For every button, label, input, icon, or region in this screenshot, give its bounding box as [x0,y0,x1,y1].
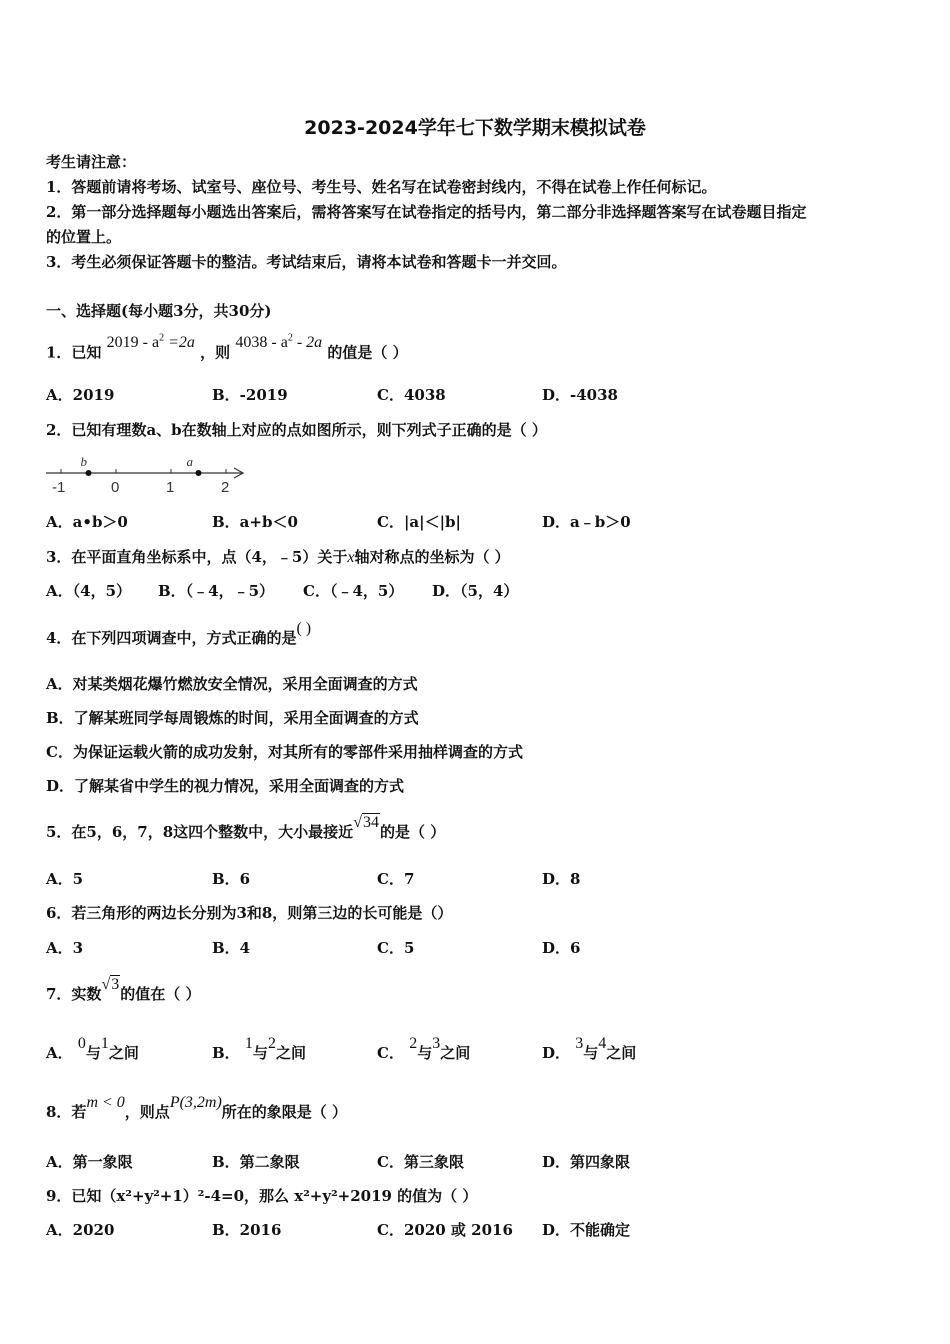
q2-option-d: D．a﹣b＞0 [542,513,631,531]
q1-prefix: 1．已知 [46,343,102,362]
question-7: 7．实数√3的值在（ ） [46,976,201,1003]
q1-mid: ，则 [200,343,231,362]
q6-option-b: B．4 [212,939,251,957]
q6-option-a: A．3 [46,939,84,957]
q6-option-c: C．5 [377,939,415,957]
tick-label: 1 [166,479,175,496]
q2-option-c: C．|a|＜|b| [377,513,461,531]
point-a [196,470,202,476]
q1-option-b: B．-2019 [212,386,288,404]
notice-item: 2．第一部分选择题每小题选出答案后，需将答案写在试卷指定的括号内，第二部分非选择题答案写在试卷题目指定 [46,203,807,221]
page-title: 2023-2024学年七下数学期末模拟试卷 [304,117,646,139]
q7-option-a: A． 0与1之间 [46,1035,139,1062]
q4-option-d: D．了解某省中学生的视力情况，采用全面调查的方式 [46,777,405,795]
question-9: 9．已知（x²+y²+1）²-4=0，那么 x²+y²+2019 的值为（ ） [46,1187,478,1205]
q9-option-c: C．2020 或 2016 [377,1221,513,1239]
sqrt-34: √34 [353,814,379,831]
q8-point: P(3,2m) [169,1094,222,1111]
notice-item: 的位置上。 [46,228,122,246]
q9-option-d: D．不能确定 [542,1221,631,1239]
number-line [44,452,249,496]
section-heading: 一、选择题(每小题3分，共30分) [46,302,272,320]
q1-option-d: D．-4038 [542,386,618,404]
q1-option-a: A．2019 [46,386,115,404]
q4-option-c: C．为保证运载火箭的成功发射，对其所有的零部件采用抽样调查的方式 [46,743,523,761]
q1-suffix: 的值是（ ） [327,343,408,362]
q9-option-b: B．2016 [212,1221,282,1239]
sqrt-3: √3 [101,976,120,993]
question-4: 4．在下列四项调查中，方式正确的是( ) [46,620,312,647]
q1-expr1: $2019 - a^2 =2a$ [106,333,195,352]
q8-option-c: C．第三象限 [377,1153,464,1171]
q5-option-a: A．5 [46,870,84,888]
q7-option-c: C． 2与3之间 [377,1035,471,1062]
q9-option-a: A．2020 [46,1221,115,1239]
q5-option-c: C．7 [377,870,415,888]
q5-option-b: B．6 [212,870,251,888]
q3-option-b: B．（﹣4，﹣5） [158,582,275,600]
notice-item: 3．考生必须保证答题卡的整洁。考试结束后，请将本试卷和答题卡一并交回。 [46,253,567,271]
q4-option-b: B．了解某班同学每周锻炼的时间，采用全面调查的方式 [46,709,419,727]
q1-option-c: C．4038 [377,386,446,404]
point-a-label: a [186,454,193,469]
q3-option-c: C．（﹣4，5） [303,582,404,600]
q7-option-b: B． 1与2之间 [212,1035,306,1062]
q5-option-d: D．8 [542,870,581,888]
q4-paren: ( ) [296,620,312,637]
q3-option-d: D．（5，4） [432,582,519,600]
q6-option-d: D．6 [542,939,581,957]
q7-option-d: D． 3与4之间 [542,1035,637,1062]
q8-option-a: A．第一象限 [46,1153,133,1171]
q3-option-a: A．（4，5） [46,582,132,600]
q4-option-a: A．对某类烟花爆竹燃放安全情况，采用全面调查的方式 [46,675,418,693]
notice-item: 1．答题前请将考场、试室号、座位号、考生号、姓名写在试卷密封线内，不得在试卷上作任何标记。 [46,178,717,196]
q2-option-b: B．a+b＜0 [212,513,298,531]
q8-condition: m < 0 [86,1094,125,1111]
tick-label: 2 [221,479,230,496]
q1-expr2: $4038 - a^2 - 2a$ [235,333,323,352]
point-b [86,470,92,476]
question-3: 3．在平面直角坐标系中，点（4，﹣5）关于x轴对称点的坐标为（ ） [46,548,510,566]
q8-option-b: B．第二象限 [212,1153,300,1171]
question-1 [46,333,408,363]
point-b-label: b [80,454,87,469]
question-5: 5．在5，6，7，8这四个整数中，大小最接近√34的是（ ） [46,814,446,841]
question-2: 2．已知有理数a、b在数轴上对应的点如图所示，则下列式子正确的是（ ） [46,421,547,439]
q8-option-d: D．第四象限 [542,1153,631,1171]
question-6: 6．若三角形的两边长分别为3和8，则第三边的长可能是（） [46,904,453,922]
question-8: 8．若m < 0，则点P(3,2m)所在的象限是（ ） [46,1094,348,1121]
q2-option-a: A．a•b＞0 [46,513,128,531]
tick-label: -1 [52,479,66,496]
tick-label: 0 [111,479,120,496]
notice-heading: 考生请注意： [46,153,137,171]
